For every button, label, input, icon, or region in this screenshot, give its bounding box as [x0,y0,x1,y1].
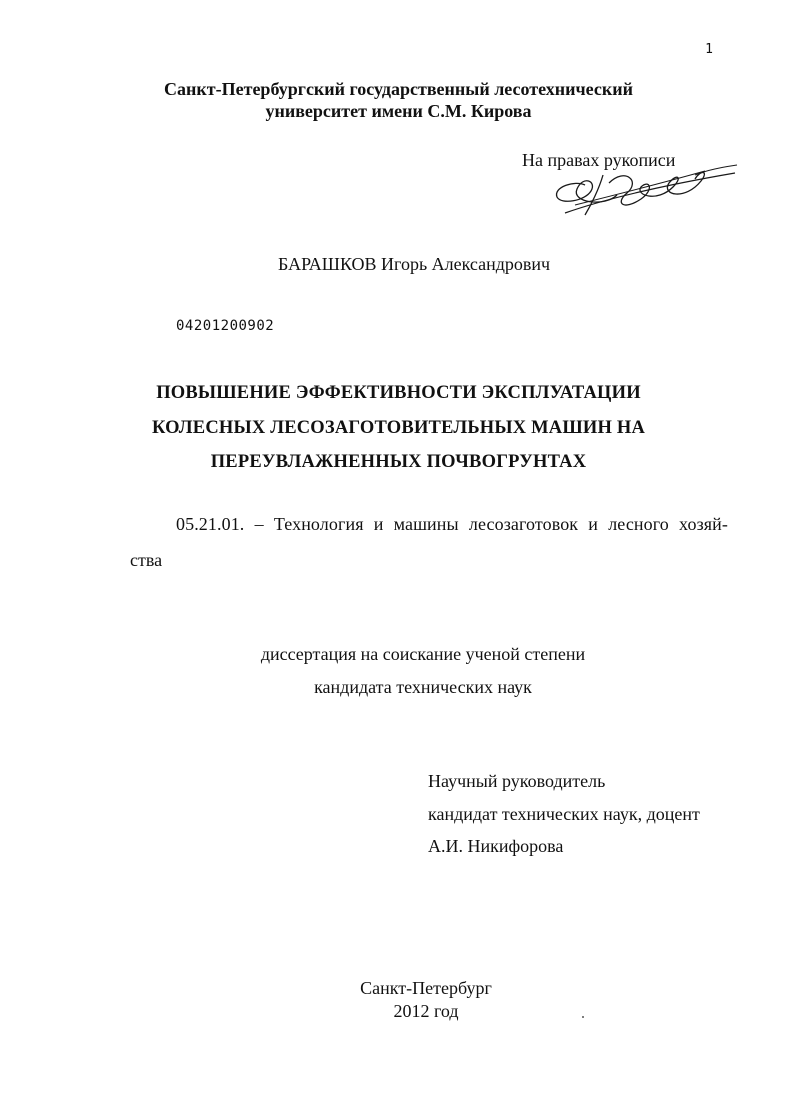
page-number: 1 [705,42,713,57]
degree-line-2: кандидата технических наук [314,677,532,697]
supervisor-role: Научный руководитель [428,771,606,791]
city: Санкт-Петербург [360,978,492,998]
university-name-line-2: университет имени С.М. Кирова [265,101,532,121]
supervisor-credentials: кандидат технических наук, доцент [428,804,700,824]
catalog-number: 04201200902 [176,318,275,334]
university-name-line-1: Санкт-Петербургский государственный лесотехнический [164,79,633,99]
supervisor-name: А.И. Никифорова [428,836,564,856]
year: 2012 год [393,1001,459,1021]
title-line-3: ПЕРЕУВЛАЖНЕННЫХ ПОЧВОГРУНТАХ [210,452,587,472]
title-line-1: ПОВЫШЕНИЕ ЭФФЕКТИВНОСТИ ЭКСПЛУАТАЦИИ [156,383,641,403]
degree-line-1: диссертация на соискание ученой степени [260,644,586,664]
specialty-line-2: ства [130,550,163,570]
author-name: БАРАШКОВ Игорь Александрович [278,254,551,274]
rights-notice: На правах рукописи [522,150,676,170]
scan-speck [582,1016,584,1018]
signature [545,155,740,225]
specialty-line-1: 05.21.01. – Технология и машины лесозаготовок и лесного хозяй- [176,514,728,534]
title-line-2: КОЛЕСНЫХ ЛЕСОЗАГОТОВИТЕЛЬНЫХ МАШИН НА [151,418,646,438]
